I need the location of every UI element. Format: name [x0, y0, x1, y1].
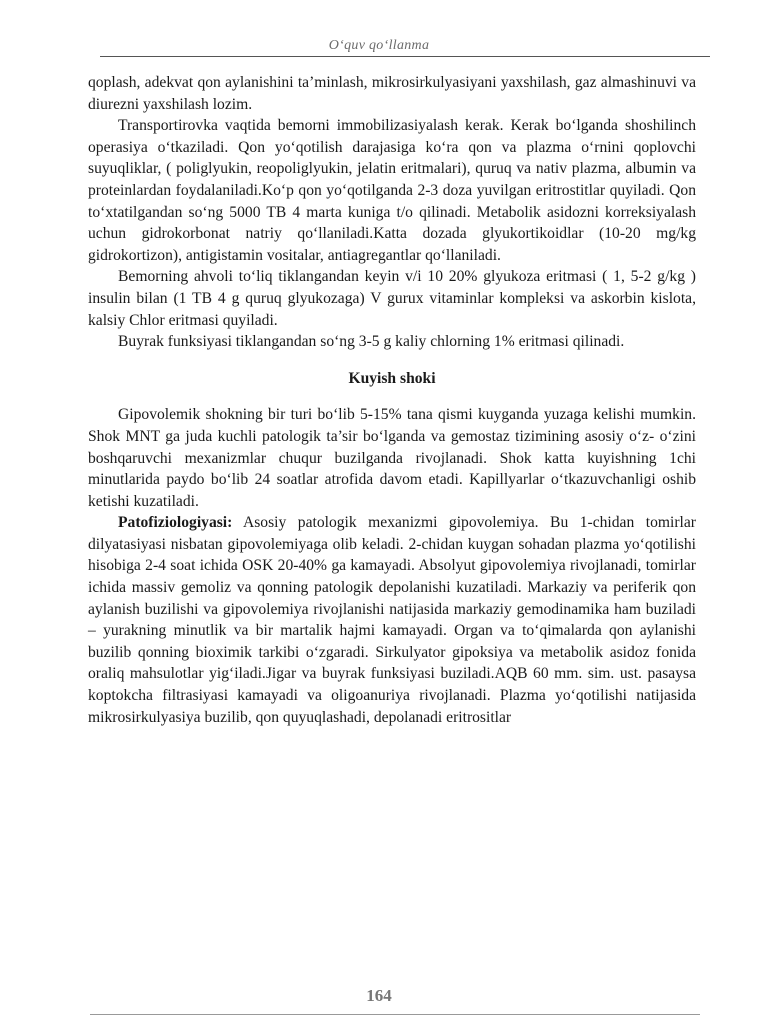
paragraph-kidney: Buyrak funksiyasi tiklangandan so‘ng 3-5 g kaliy chlorning 1% eritmasi qilinadi. [118, 333, 625, 351]
paragraph-continuation: qoplash, adekvat qon aylanishini ta’minlash, mikrosirkulyasiyani yaxshilash, gaz almashinuvi va diurezni yaxshilash lozim. [88, 74, 696, 113]
pathophysiology-lead: Patofiziologiyasi: [118, 514, 233, 532]
footer-rule [90, 1014, 700, 1015]
paragraph-recovery: Bemorning ahvoli to‘liq tiklangandan keyin v/i 10 20% glyukoza eritmasi ( 1, 5-2 g/kg ) insulin bilan (1 TB 4 g quruq glyukozaga) V gurux vitaminlar kompleksi va askorbin kislota, kalsiy Chlor eritmasi quyiladi. [88, 268, 696, 329]
paragraph-transport: Transportirovka vaqtida bemorni immobilizasiyalash kerak. Kerak bo‘lganda shoshilinch operasiya o‘tkaziladi. Qon yo‘qotilish darajasiga ko‘ra qon va plazma o‘rnini qoplovchi suyuqliklar, ( poliglyukin, reopoliglyukin, jelatin eritmalari), quruq va nativ plazma, albumin va proteinlardan foydalaniladi.Ko‘p qon yo‘qotilganda 2-3 doza yuvilgan eritrostitlar quyiladi. Qon to‘xtatilgandan so‘ng 5000 TB 4 marta kuniga t/o qilinadi. Metabolik asidozni korreksiyalash uchun gidrokorbonat natriy qo‘llaniladi.Katta dozada glyukortikoidlar (10-20 mg/kg gidrokortizon), antigistamin vositalar, antiagregantlar qo‘llaniladi. [88, 117, 696, 264]
page-number: 164 [366, 986, 392, 1005]
paragraph-burn-shock-intro: Gipovolemik shokning bir turi bo‘lib 5-15% tana qismi kuyganda yuzaga kelishi mumkin. Shok MNT ga juda kuchli patologik ta’sir bo‘lganda va gemostaz tizimining asosiy o‘z- o‘zini boshqaruvchi mexanizmlar chuqur buzilganda rivojlanadi. Shok katta kuyishning 1chi minutlarida paydo bo‘lib 24 soatlar atrofida davom etadi. Kapillyarlar o‘tkazuvchanligi oshib ketishi kuzatiladi. [88, 406, 696, 510]
paragraph-pathophysiology [88, 512, 696, 728]
section-heading: Kuyish shoki [348, 369, 436, 387]
running-header-title: O‘quv qo‘llanma [328, 38, 430, 53]
header-rule [100, 56, 710, 57]
page-body [88, 72, 696, 728]
pathophysiology-text: Asosiy patologik mexanizmi gipovolemiya. Bu 1-chidan tomirlar dilyatasiyasi nisbatan gipovolemiyaga olib keladi. 2-chidan kuygan sohadan plazma yo‘qotilishi hisobiga 2-4 soat ichida OSK 20-40% ga kamayadi. Absolyut gipovolemiya rivojlanadi, tomirlar ichida massiv gemoliz va qonning patologik depolanishi kuzatiladi. Markaziy va periferik qon aylanish buzilishi va gipovolemiya rivojlanishi natijasida markaziy gemodinamika ham buziladi – yurakning minutlik va bir martalik hajmi kamayadi. Organ va to‘qimalarda qon aylanishi buzilib qonning bioximik tarkibi o‘zgaradi. Sirkulyator gipoksiya va metabolik asidoz fonida oraliq mahsulotlar yig‘iladi.Jigar va buyrak funksiyasi buziladi.AQB 60 mm. sim. ust. pasaysa koptokcha filtrasiyasi kamayadi va oligoanuriya rivojlanadi. Plazma yo‘qotilishi natijasida mikrosirkulyasiya buzilib, qon quyuqlashadi, depolanadi eritrositlar [88, 514, 696, 726]
